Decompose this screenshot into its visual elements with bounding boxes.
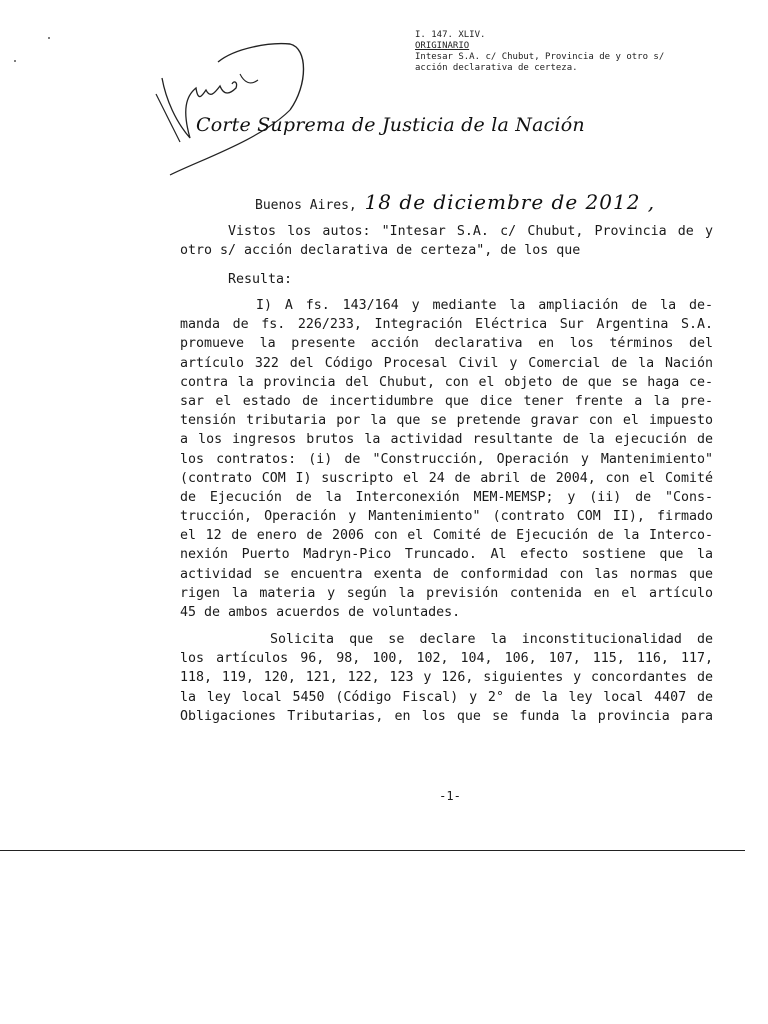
paragraph-1 [180,296,713,622]
body-line: 118, 119, 120, 121, 122, 123 y 126, siguientes y concordantes de [180,670,713,686]
resulta-heading: Resulta: [228,272,293,287]
paragraph-2 [180,630,713,726]
body-line: tensión tributaria por la que se pretende gravar con el impuesto [180,413,713,429]
body-line: a los ingresos brutos la actividad resultante de la ejecución de [180,432,713,448]
body-line: nexión Puerto Madryn-Pico Truncado. Al efecto sostiene que la [180,547,713,563]
date-line [255,190,655,214]
body-line: promueve la presente acción declarativa en los términos del [180,336,713,352]
body-line: los contratos: (i) de "Construcción, Operación y Mantenimiento" [180,451,713,467]
file-code: I. 147. XLIV. [415,30,486,40]
case-title-line: Intesar S.A. c/ Chubut, Provincia de y otro s/ [415,52,665,62]
body-line: el 12 de enero de 2006 con el Comité de Ejecución de la Interco- [180,528,713,544]
body-line: otro s/ acción declarativa de certeza", de los que [180,243,581,259]
vistos-paragraph [180,222,713,260]
body-line: Vistos los autos: "Intesar S.A. c/ Chubut, Provincia de y [228,224,713,239]
body-line: sar el estado de incertidumbre que dice tener frente a la pre- [180,393,713,409]
body-line: rigen la materia y según la previsión contenida en el artículo [180,585,713,601]
body-line: I) A fs. 143/164 y mediante la ampliación de la de- [256,298,713,313]
date-place: Buenos Aires, [255,198,357,213]
page-edge-rule [0,850,745,851]
body-line: de Ejecución de la Interconexión MEM-MEMSP; y (ii) de "Cons- [180,489,713,505]
case-type: ORIGINARIO [415,41,470,51]
body-line: Obligaciones Tributarias, en los que se funda la provincia para [180,708,713,724]
case-header [415,30,664,74]
body-line: actividad se encuentra exenta de conformidad con las normas que [180,566,713,582]
case-title-line: acción declarativa de certeza. [415,63,578,73]
handwritten-signature [140,30,320,180]
court-name: Corte Suprema de Justicia de la Nación [196,114,585,136]
body-line: la ley local 5450 (Código Fiscal) y 2° de la ley local 4407 de [180,689,713,705]
handwritten-date: 18 de diciembre de 2012 , [364,190,656,214]
body-line: trucción, Operación y Mantenimiento" (contrato COM II), firmado [180,509,713,525]
body-line: los artículos 96, 98, 100, 102, 104, 106, 107, 115, 116, 117, [180,651,713,667]
body-line: contra la provincia del Chubut, con el objeto de que se haga ce- [180,374,713,390]
body-line: (contrato COM I) suscripto el 24 de abril de 2004, con el Comité [180,470,713,486]
scan-speck [14,60,16,62]
body-line: 45 de ambos acuerdos de voluntades. [180,605,461,620]
body-line: Solicita que se declare la inconstitucionalidad de [270,632,713,647]
scan-speck [48,37,50,39]
page-number: -1- [439,789,461,803]
body-line: manda de fs. 226/233, Integración Eléctrica Sur Argentina S.A. [180,317,713,333]
body-line: artículo 322 del Código Procesal Civil y Comercial de la Nación [180,355,713,371]
